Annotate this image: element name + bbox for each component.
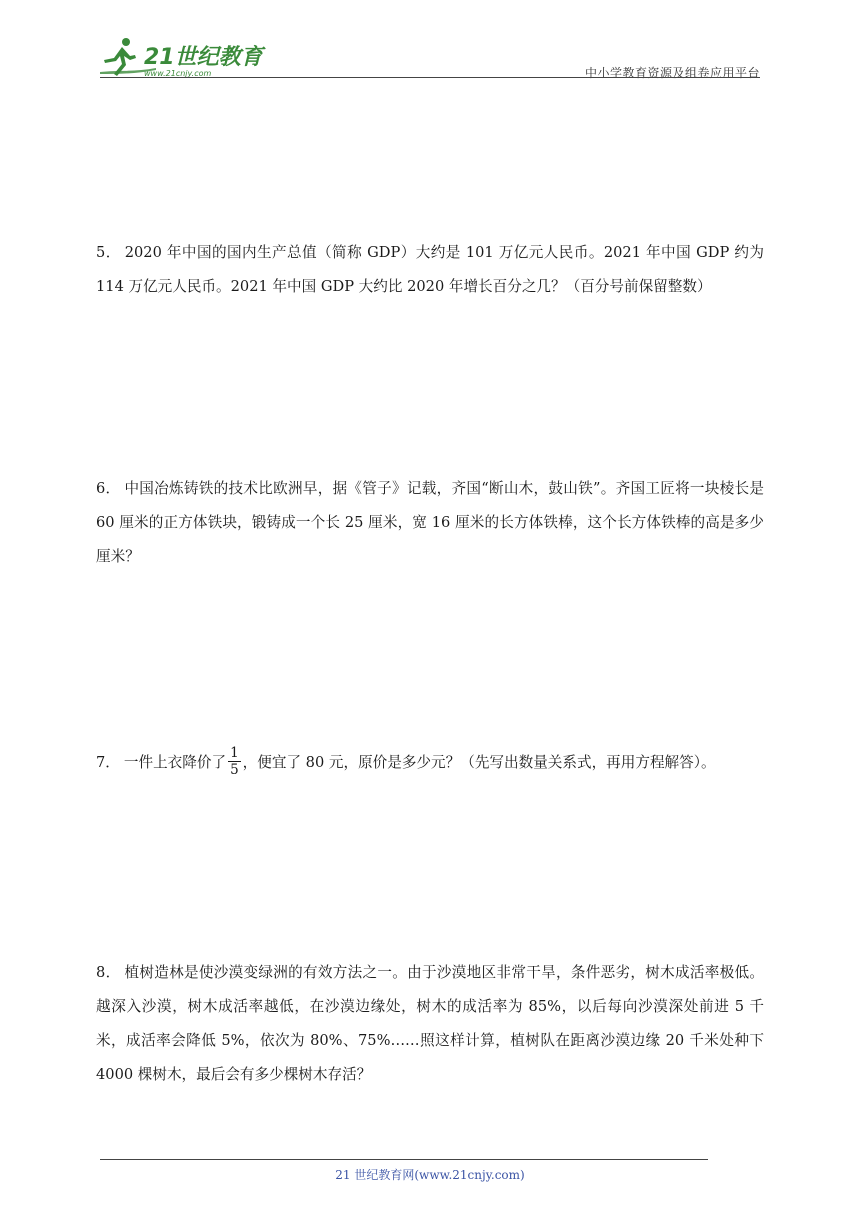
question-number: 8．	[96, 964, 121, 981]
question-text: 2020 年中国的国内生产总值（简称 GDP）大约是 101 万亿元人民币。2021 年中国 GDP 约为 114 万亿元人民币。2021 年中国 GDP 大约比 2020 年增长百分之几？（百分号前保留整数）	[96, 244, 764, 295]
page-header	[96, 30, 760, 78]
question-text-after: ，便宜了 80 元，原价是多少元？（先写出数量关系式，再用方程解答）。	[242, 754, 716, 771]
question-5	[96, 236, 764, 304]
question-text-before: 一件上衣降价了	[123, 754, 227, 771]
logo-url: www.21cnjy.com	[144, 69, 212, 78]
platform-name: 中小学教育资源及组卷应用平台	[584, 66, 760, 80]
question-number: 6．	[96, 480, 121, 497]
fraction-numerator: 1	[230, 744, 239, 761]
question-text: 植树造林是使沙漠变绿洲的有效方法之一。由于沙漠地区非常干旱，条件恶劣，树木成活率极低。越深入沙漠，树木成活率越低，在沙漠边缘处，树木的成活率为 85%，以后每向沙漠深处前进 5 千米，成活率会降低 5%，依次为 80%、75%……照这样计算，植树队在距离沙漠边缘 20 千米处种下 4000 棵树木，最后会有多少棵树木存活？	[96, 964, 764, 1083]
footer-link[interactable]: 21 世纪教育网(www.21cnjy.com)	[335, 1168, 525, 1182]
question-number: 5．	[96, 244, 121, 261]
question-8	[96, 956, 764, 1092]
header-divider	[100, 77, 760, 78]
fraction	[228, 745, 241, 778]
question-7	[96, 744, 764, 782]
question-number: 7．	[96, 754, 120, 771]
logo-text: 21世纪教育	[144, 45, 263, 70]
question-text: 中国冶炼铸铁的技术比欧洲早，据《管子》记载，齐国“断山木，鼓山铁”。齐国工匠将一块棱长是 60 厘米的正方体铁块，锻铸成一个长 25 厘米，宽 16 厘米的长方体铁棒，这个长方体铁棒的高是多少厘米？	[96, 480, 764, 565]
fraction-denominator: 5	[230, 761, 239, 778]
question-6	[96, 472, 764, 574]
site-logo[interactable]	[96, 36, 266, 80]
footer-divider	[100, 1159, 708, 1160]
